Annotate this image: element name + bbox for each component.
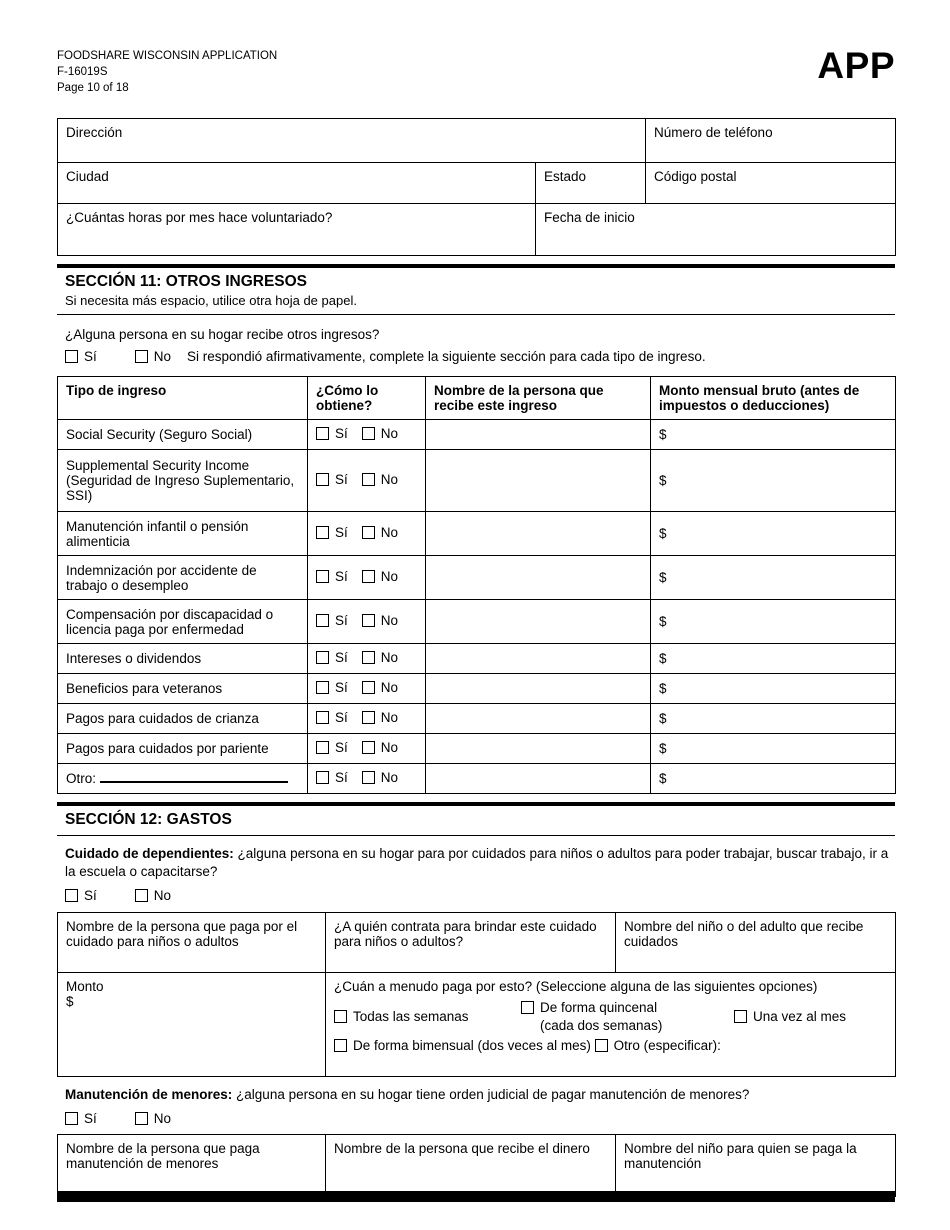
income-amount-input[interactable]: [651, 734, 896, 764]
income-amount-input[interactable]: [651, 556, 896, 600]
care-provider-field[interactable]: [326, 913, 616, 973]
dependent-care-question-text: ¿alguna persona en su hogar para por cuidados para niños o adultos para poder trabajar, buscar trabajo, ir a la escuela o capacitarse?: [65, 846, 889, 879]
table-row: [58, 973, 896, 1077]
section12-header: [57, 802, 895, 836]
section11-subtitle: Si necesita más espacio, utilice otra hoja de papel.: [65, 293, 357, 308]
income-amount-input[interactable]: [651, 512, 896, 556]
child-support-lead: Manutención de menores:: [65, 1087, 233, 1102]
cs-receiver-field[interactable]: [326, 1135, 616, 1197]
app-corner-label: APP: [817, 45, 895, 86]
dollar-sign: $: [659, 526, 667, 541]
yes-no-checkboxes: [316, 680, 398, 695]
income-amount-input[interactable]: [651, 674, 896, 704]
no-checkbox[interactable]: [362, 473, 375, 486]
freq-semimonthly-option: [334, 1038, 591, 1053]
no-checkbox[interactable]: [362, 526, 375, 539]
income-amount-input[interactable]: [651, 644, 896, 674]
income-person-input[interactable]: [426, 556, 651, 600]
yes-label: Sí: [335, 770, 348, 785]
no-checkbox[interactable]: [362, 711, 375, 724]
section11-header: [57, 264, 895, 315]
income-person-input[interactable]: [426, 704, 651, 734]
no-checkbox[interactable]: [362, 614, 375, 627]
freq-weekly-label: Todas las semanas: [353, 1009, 469, 1024]
no-checkbox[interactable]: [362, 771, 375, 784]
child-support-table: [57, 1134, 896, 1197]
form-number: F-16019S: [57, 66, 108, 78]
child-support-question: [65, 1077, 895, 1104]
yes-no-checkboxes: [316, 650, 398, 665]
phone-label: Número de teléfono: [654, 125, 773, 140]
dependent-care-table: [57, 912, 896, 1077]
income-amount-input[interactable]: [651, 450, 896, 512]
yes-checkbox[interactable]: [316, 526, 329, 539]
income-row-kinship-care: [58, 734, 896, 764]
yes-option: [65, 888, 97, 903]
income-amount-input[interactable]: [651, 764, 896, 794]
income-type-label: Beneficios para veteranos: [58, 674, 308, 704]
income-person-input[interactable]: [426, 734, 651, 764]
freq-weekly-checkbox[interactable]: [334, 1010, 347, 1023]
no-label: No: [380, 710, 399, 725]
yes-checkbox[interactable]: [316, 427, 329, 440]
income-person-input[interactable]: [426, 674, 651, 704]
address-label: Dirección: [66, 125, 123, 140]
table-row: [58, 163, 896, 204]
freq-biweekly-label: De forma quincenal: [540, 1000, 658, 1015]
income-type-label: Manutención infantil o pensión alimenticia: [58, 512, 308, 556]
cs-payer-label: Nombre de la persona que paga manutención de menores: [66, 1141, 260, 1171]
income-type-label: Supplemental Security Income (Seguridad de Ingreso Suplementario, SSI): [58, 450, 308, 512]
no-label: No: [380, 680, 399, 695]
dollar-sign: $: [659, 473, 667, 488]
cs-receiver-label: Nombre de la persona que recibe el dinero: [334, 1141, 590, 1156]
income-type-label: Intereses o dividendos: [58, 644, 308, 674]
no-option: [135, 888, 171, 903]
page-header: [57, 45, 895, 96]
freq-semimonthly-checkbox[interactable]: [334, 1039, 347, 1052]
yes-label: Sí: [335, 650, 348, 665]
no-checkbox[interactable]: [362, 570, 375, 583]
table-row: [58, 1135, 896, 1197]
no-label: No: [153, 1111, 172, 1126]
table-row: [58, 119, 896, 163]
yes-option: [65, 349, 97, 364]
city-field[interactable]: [58, 163, 536, 204]
other-income-yesno-row: [57, 349, 895, 364]
volunteer-hours-field[interactable]: [58, 204, 536, 256]
income-person-input[interactable]: [426, 764, 651, 794]
freq-monthly-label: Una vez al mes: [753, 1009, 847, 1024]
yes-checkbox[interactable]: [316, 614, 329, 627]
section11-title: SECCIÓN 11: OTROS INGRESOS: [65, 273, 308, 290]
yes-label: Sí: [84, 1111, 97, 1126]
no-label: No: [380, 650, 399, 665]
freq-monthly-option: [734, 1000, 846, 1033]
city-label: Ciudad: [66, 169, 109, 184]
other-income-instruction: Si respondió afirmativamente, complete la siguiente sección para cada tipo de ingreso.: [187, 349, 706, 364]
dollar-sign: $: [66, 994, 74, 1009]
col-header-type: Tipo de ingreso: [58, 377, 308, 420]
income-type-label: Pagos para cuidados de crianza: [58, 704, 308, 734]
dollar-sign: $: [659, 771, 667, 786]
income-person-input[interactable]: [426, 420, 651, 450]
no-option: [135, 1111, 171, 1126]
other-label: Otro:: [66, 771, 97, 786]
income-amount-input[interactable]: [651, 600, 896, 644]
yes-checkbox[interactable]: [65, 350, 78, 363]
other-income-question: ¿Alguna persona en su hogar recibe otros ingresos?: [65, 327, 380, 342]
yes-label: Sí: [335, 426, 348, 441]
income-row-foster-care: [58, 704, 896, 734]
child-support-yesno-row: [57, 1111, 895, 1126]
freq-other-checkbox[interactable]: [595, 1039, 608, 1052]
state-field[interactable]: [536, 163, 646, 204]
freq-other-label: Otro (especificar):: [613, 1038, 721, 1053]
freq-weekly-option: [334, 1000, 521, 1033]
dollar-sign: $: [659, 427, 667, 442]
yes-label: Sí: [335, 569, 348, 584]
care-recipient-label: Nombre del niño o del adulto que recibe cuidados: [624, 919, 864, 949]
child-support-question-text: ¿alguna persona en su hogar tiene orden judicial de pagar manutención de menores?: [236, 1087, 750, 1102]
yes-checkbox[interactable]: [316, 473, 329, 486]
yes-no-checkboxes: [316, 710, 398, 725]
no-label: No: [380, 770, 399, 785]
page-footer-bar: [57, 1191, 895, 1202]
income-type-label: Pagos para cuidados por pariente: [58, 734, 308, 764]
state-label: Estado: [544, 169, 587, 184]
no-checkbox[interactable]: [362, 651, 375, 664]
yes-checkbox[interactable]: [65, 889, 78, 902]
cs-child-label: Nombre del niño para quien se paga la manutención: [624, 1141, 857, 1171]
income-table-header-row: [58, 377, 896, 420]
freq-biweekly-option: [521, 1000, 734, 1033]
dependent-care-question: [57, 845, 895, 881]
no-label: No: [153, 888, 172, 903]
income-row-ssi: [58, 450, 896, 512]
care-frequency-field: [326, 973, 896, 1077]
yes-checkbox[interactable]: [316, 711, 329, 724]
start-date-field[interactable]: [536, 204, 896, 256]
zip-label: Código postal: [654, 169, 737, 184]
no-label: No: [380, 472, 399, 487]
yes-label: Sí: [335, 680, 348, 695]
page-number: Page 10 of 18: [57, 82, 129, 94]
no-label: No: [380, 525, 399, 540]
dollar-sign: $: [659, 711, 667, 726]
freq-biweekly-note: (cada dos semanas): [540, 1018, 663, 1033]
income-row-workers-comp: [58, 556, 896, 600]
income-person-input[interactable]: [426, 450, 651, 512]
yes-checkbox[interactable]: [65, 1112, 78, 1125]
no-label: No: [380, 613, 399, 628]
dollar-sign: $: [659, 681, 667, 696]
start-date-label: Fecha de inicio: [544, 210, 635, 225]
address-field[interactable]: [58, 119, 646, 163]
yes-label: Sí: [335, 613, 348, 628]
yes-label: Sí: [335, 710, 348, 725]
no-checkbox[interactable]: [362, 681, 375, 694]
income-row-other: [58, 764, 896, 794]
col-header-person: Nombre de la persona que recibe este ingreso: [426, 377, 651, 420]
income-amount-input[interactable]: [651, 420, 896, 450]
dollar-sign: $: [659, 651, 667, 666]
yes-no-checkboxes: [316, 472, 398, 487]
yes-no-checkboxes: [316, 569, 398, 584]
dependent-care-lead: Cuidado de dependientes:: [65, 846, 234, 861]
income-type-label: Compensación por discapacidad o licencia paga por enfermedad: [58, 600, 308, 644]
yes-checkbox[interactable]: [316, 741, 329, 754]
yes-label: Sí: [335, 472, 348, 487]
care-amount-label: Monto: [66, 979, 104, 994]
yes-no-checkboxes: [316, 525, 398, 540]
table-row: [58, 204, 896, 256]
freq-monthly-checkbox[interactable]: [734, 1010, 747, 1023]
table-row: [58, 913, 896, 973]
phone-field[interactable]: [646, 119, 896, 163]
yes-checkbox[interactable]: [316, 681, 329, 694]
dollar-sign: $: [659, 741, 667, 756]
no-checkbox[interactable]: [362, 427, 375, 440]
form-title: FOODSHARE WISCONSIN APPLICATION: [57, 50, 278, 62]
income-type-label: Indemnización por accidente de trabajo o desempleo: [58, 556, 308, 600]
income-row-child-support: [58, 512, 896, 556]
yes-no-checkboxes: [316, 740, 398, 755]
yes-checkbox[interactable]: [316, 771, 329, 784]
other-income-write-line[interactable]: [100, 771, 288, 783]
no-label: No: [153, 349, 172, 364]
yes-label: Sí: [84, 349, 97, 364]
zip-field[interactable]: [646, 163, 896, 204]
yes-no-checkboxes: [316, 770, 398, 785]
cs-payer-field[interactable]: [58, 1135, 326, 1197]
income-table: [57, 376, 896, 794]
care-provider-label: ¿A quién contrata para brindar este cuidado para niños o adultos?: [334, 919, 597, 949]
dollar-sign: $: [659, 614, 667, 629]
income-person-input[interactable]: [426, 512, 651, 556]
income-row-social-security: [58, 420, 896, 450]
dollar-sign: $: [659, 570, 667, 585]
yes-label: Sí: [335, 525, 348, 540]
care-amount-field[interactable]: [58, 973, 326, 1077]
yes-no-checkboxes: [316, 613, 398, 628]
yes-no-checkboxes: [316, 426, 398, 441]
care-payer-label: Nombre de la persona que paga por el cuidado para niños o adultos: [66, 919, 298, 949]
no-option: [135, 349, 171, 364]
cs-child-field[interactable]: [616, 1135, 896, 1197]
no-label: No: [380, 569, 399, 584]
frequency-question: ¿Cuán a menudo paga por esto? (Seleccione alguna de las siguientes opciones): [334, 979, 818, 994]
care-payer-field[interactable]: [58, 913, 326, 973]
yes-label: Sí: [335, 740, 348, 755]
col-header-amount: Monto mensual bruto (antes de impuestos o deducciones): [651, 377, 896, 420]
income-row-disability: [58, 600, 896, 644]
income-amount-input[interactable]: [651, 704, 896, 734]
yes-checkbox[interactable]: [316, 570, 329, 583]
yes-label: Sí: [84, 888, 97, 903]
no-checkbox[interactable]: [135, 889, 148, 902]
section12-title: SECCIÓN 12: GASTOS: [65, 811, 232, 828]
care-recipient-field[interactable]: [616, 913, 896, 973]
yes-option: [65, 1111, 97, 1126]
volunteer-hours-label: ¿Cuántas horas por mes hace voluntariado?: [66, 210, 333, 225]
contact-table: [57, 118, 896, 256]
income-person-input[interactable]: [426, 644, 651, 674]
income-row-interest: [58, 644, 896, 674]
income-row-veterans: [58, 674, 896, 704]
no-checkbox[interactable]: [362, 741, 375, 754]
yes-checkbox[interactable]: [316, 651, 329, 664]
no-checkbox[interactable]: [135, 1112, 148, 1125]
col-header-how: ¿Cómo lo obtiene?: [308, 377, 426, 420]
freq-semimonthly-label: De forma bimensual (dos veces al mes): [353, 1038, 591, 1053]
income-type-label: [58, 764, 308, 794]
freq-other-option: [595, 1038, 721, 1053]
dependent-care-yesno-row: [57, 888, 895, 903]
income-type-label: Social Security (Seguro Social): [58, 420, 308, 450]
income-person-input[interactable]: [426, 600, 651, 644]
no-label: No: [380, 426, 399, 441]
freq-biweekly-checkbox[interactable]: [521, 1001, 534, 1014]
no-checkbox[interactable]: [135, 350, 148, 363]
no-label: No: [380, 740, 399, 755]
